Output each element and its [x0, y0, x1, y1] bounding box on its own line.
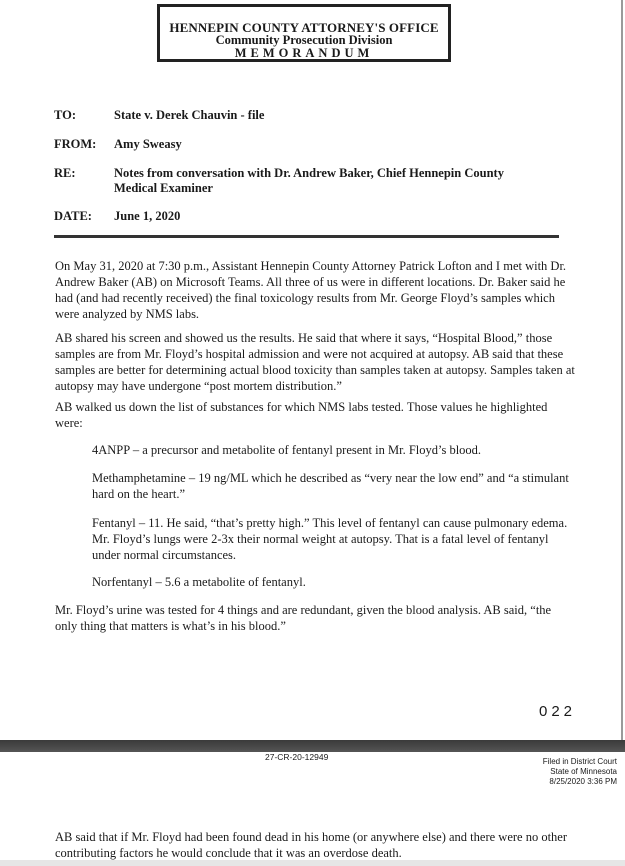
bottom-edge	[0, 860, 625, 866]
substance-methamphetamine: Methamphetamine – 19 ng/ML which he described as “very near the low end” and “a stimulant hard on the heart.”	[92, 471, 569, 501]
re-field	[54, 166, 504, 195]
filed-line-3: 8/25/2020 3:36 PM	[549, 777, 617, 786]
memo-header-box	[157, 4, 451, 62]
from-field	[54, 137, 182, 152]
paragraph-2: AB shared his screen and showed us the results. He said that where it says, “Hospital Blood,” those samples are from Mr. Floyd’s hospital admission and were not acquired at autopsy. AB said that these samples are better for determining actual blood toxicity than samples taken at autopsy. Samples taken at autopsy may have undergone “post mortem distribution.”	[55, 331, 575, 393]
filed-line-2: State of Minnesota	[550, 767, 617, 776]
page-2-paragraph-1: AB said that if Mr. Floyd had been found dead in his home (or anywhere else) and there were no other contributing factors he would conclude that it was an overdose death.	[55, 830, 568, 860]
paragraph-4: Mr. Floyd’s urine was tested for 4 things and are redundant, given the blood analysis. AB said, “the only thing that matters is what’s in his blood.”	[55, 603, 552, 633]
to-field	[54, 108, 265, 123]
header-divider	[54, 235, 559, 238]
to-value: State v. Derek Chauvin - file	[114, 108, 265, 122]
filed-line-1: Filed in District Court	[542, 757, 617, 766]
filing-stamp	[543, 757, 617, 787]
division-name: Community Prosecution Division	[215, 33, 393, 47]
date-label: DATE:	[54, 209, 92, 223]
page-number: 022	[539, 703, 577, 720]
doc-type: MEMORANDUM	[234, 46, 374, 60]
from-value: Amy Sweasy	[114, 137, 182, 151]
substance-fentanyl: Fentanyl – 11. He said, “that’s pretty high.” This level of fentanyl can cause pulmonary edema. Mr. Floyd’s lungs were 2-3x their normal weight at autopsy. That is a fatal level of fentanyl under normal circumstances.	[92, 516, 568, 562]
paragraph-1: On May 31, 2020 at 7:30 p.m., Assistant Hennepin County Attorney Patrick Lofton and I met with Dr. Andrew Baker (AB) on Microsoft Teams. All three of us were in different locations. Dr. Baker said he had (and had recently received) the final toxicology results from Mr. George Floyd’s samples which were analyzed by NMS labs.	[55, 259, 567, 321]
date-field	[54, 209, 181, 224]
from-label: FROM:	[54, 137, 97, 151]
paragraph-3: AB walked us down the list of substances for which NMS labs tested. Those values he highlighted were:	[55, 400, 548, 430]
substance-norfentanyl: Norfentanyl – 5.6 a metabolite of fentanyl.	[92, 575, 306, 589]
substance-4anpp: 4ANPP – a precursor and metabolite of fentanyl present in Mr. Floyd’s blood.	[92, 443, 482, 457]
to-label: TO:	[54, 108, 76, 122]
case-number: 27-CR-20-12949	[265, 752, 329, 762]
office-name: HENNEPIN COUNTY ATTORNEY'S OFFICE	[169, 20, 439, 35]
date-value: June 1, 2020	[114, 209, 181, 223]
page-separator	[0, 740, 625, 752]
re-label: RE:	[54, 166, 76, 180]
re-value: Notes from conversation with Dr. Andrew Baker, Chief Hennepin County Medical Examiner	[114, 166, 504, 195]
